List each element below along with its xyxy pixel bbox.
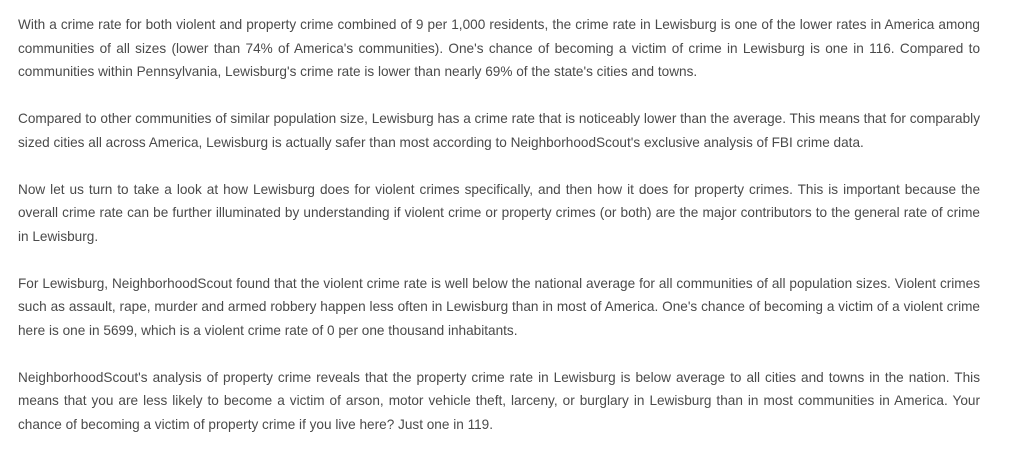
paragraph-violent-crime: For Lewisburg, NeighborhoodScout found that the violent crime rate is well below the national average for all communities of all population sizes. Violent crimes such as assault, rape, murder and armed robbery happen less often in Lewisburg than in most of America. One's chance of becoming a victim of a violent crime here is one in 5699, which is a violent crime rate of 0 per one thousand inhabitants. <box>18 275 980 338</box>
paragraph-violent-vs-property-intro: Now let us turn to take a look at how Lewisburg does for violent crimes specifically, and then how it does for property crimes. This is important because the overall crime rate can be further illuminated by understanding if violent crime or property crimes (or both) are the major contributors to the general rate of crime in Lewisburg. <box>18 181 980 244</box>
paragraph-similar-population-comparison: Compared to other communities of similar population size, Lewisburg has a crime rate that is noticeably lower than the average. This means that for comparably sized cities all across America, Lewisburg is actually safer than most according to NeighborhoodScout's exclusive analysis of FBI crime data. <box>18 111 980 150</box>
article-body <box>18 13 980 436</box>
paragraph-property-crime: NeighborhoodScout's analysis of property crime reveals that the property crime rate in Lewisburg is below average to all cities and towns in the nation. This means that you are less likely to become a victim of arson, motor vehicle theft, larceny, or burglary in Lewisburg than in most communities in America. Your chance of becoming a victim of property crime if you live here? Just one in 119. <box>18 369 980 432</box>
paragraph-overall-crime-rate: With a crime rate for both violent and property crime combined of 9 per 1,000 residents, the crime rate in Lewisburg is one of the lower rates in America among communities of all sizes (lower than 74% of America's communities). One's chance of becoming a victim of crime in Lewisburg is one in 116. Compared to communities within Pennsylvania, Lewisburg's crime rate is lower than nearly 69% of the state's cities and towns. <box>18 17 980 79</box>
